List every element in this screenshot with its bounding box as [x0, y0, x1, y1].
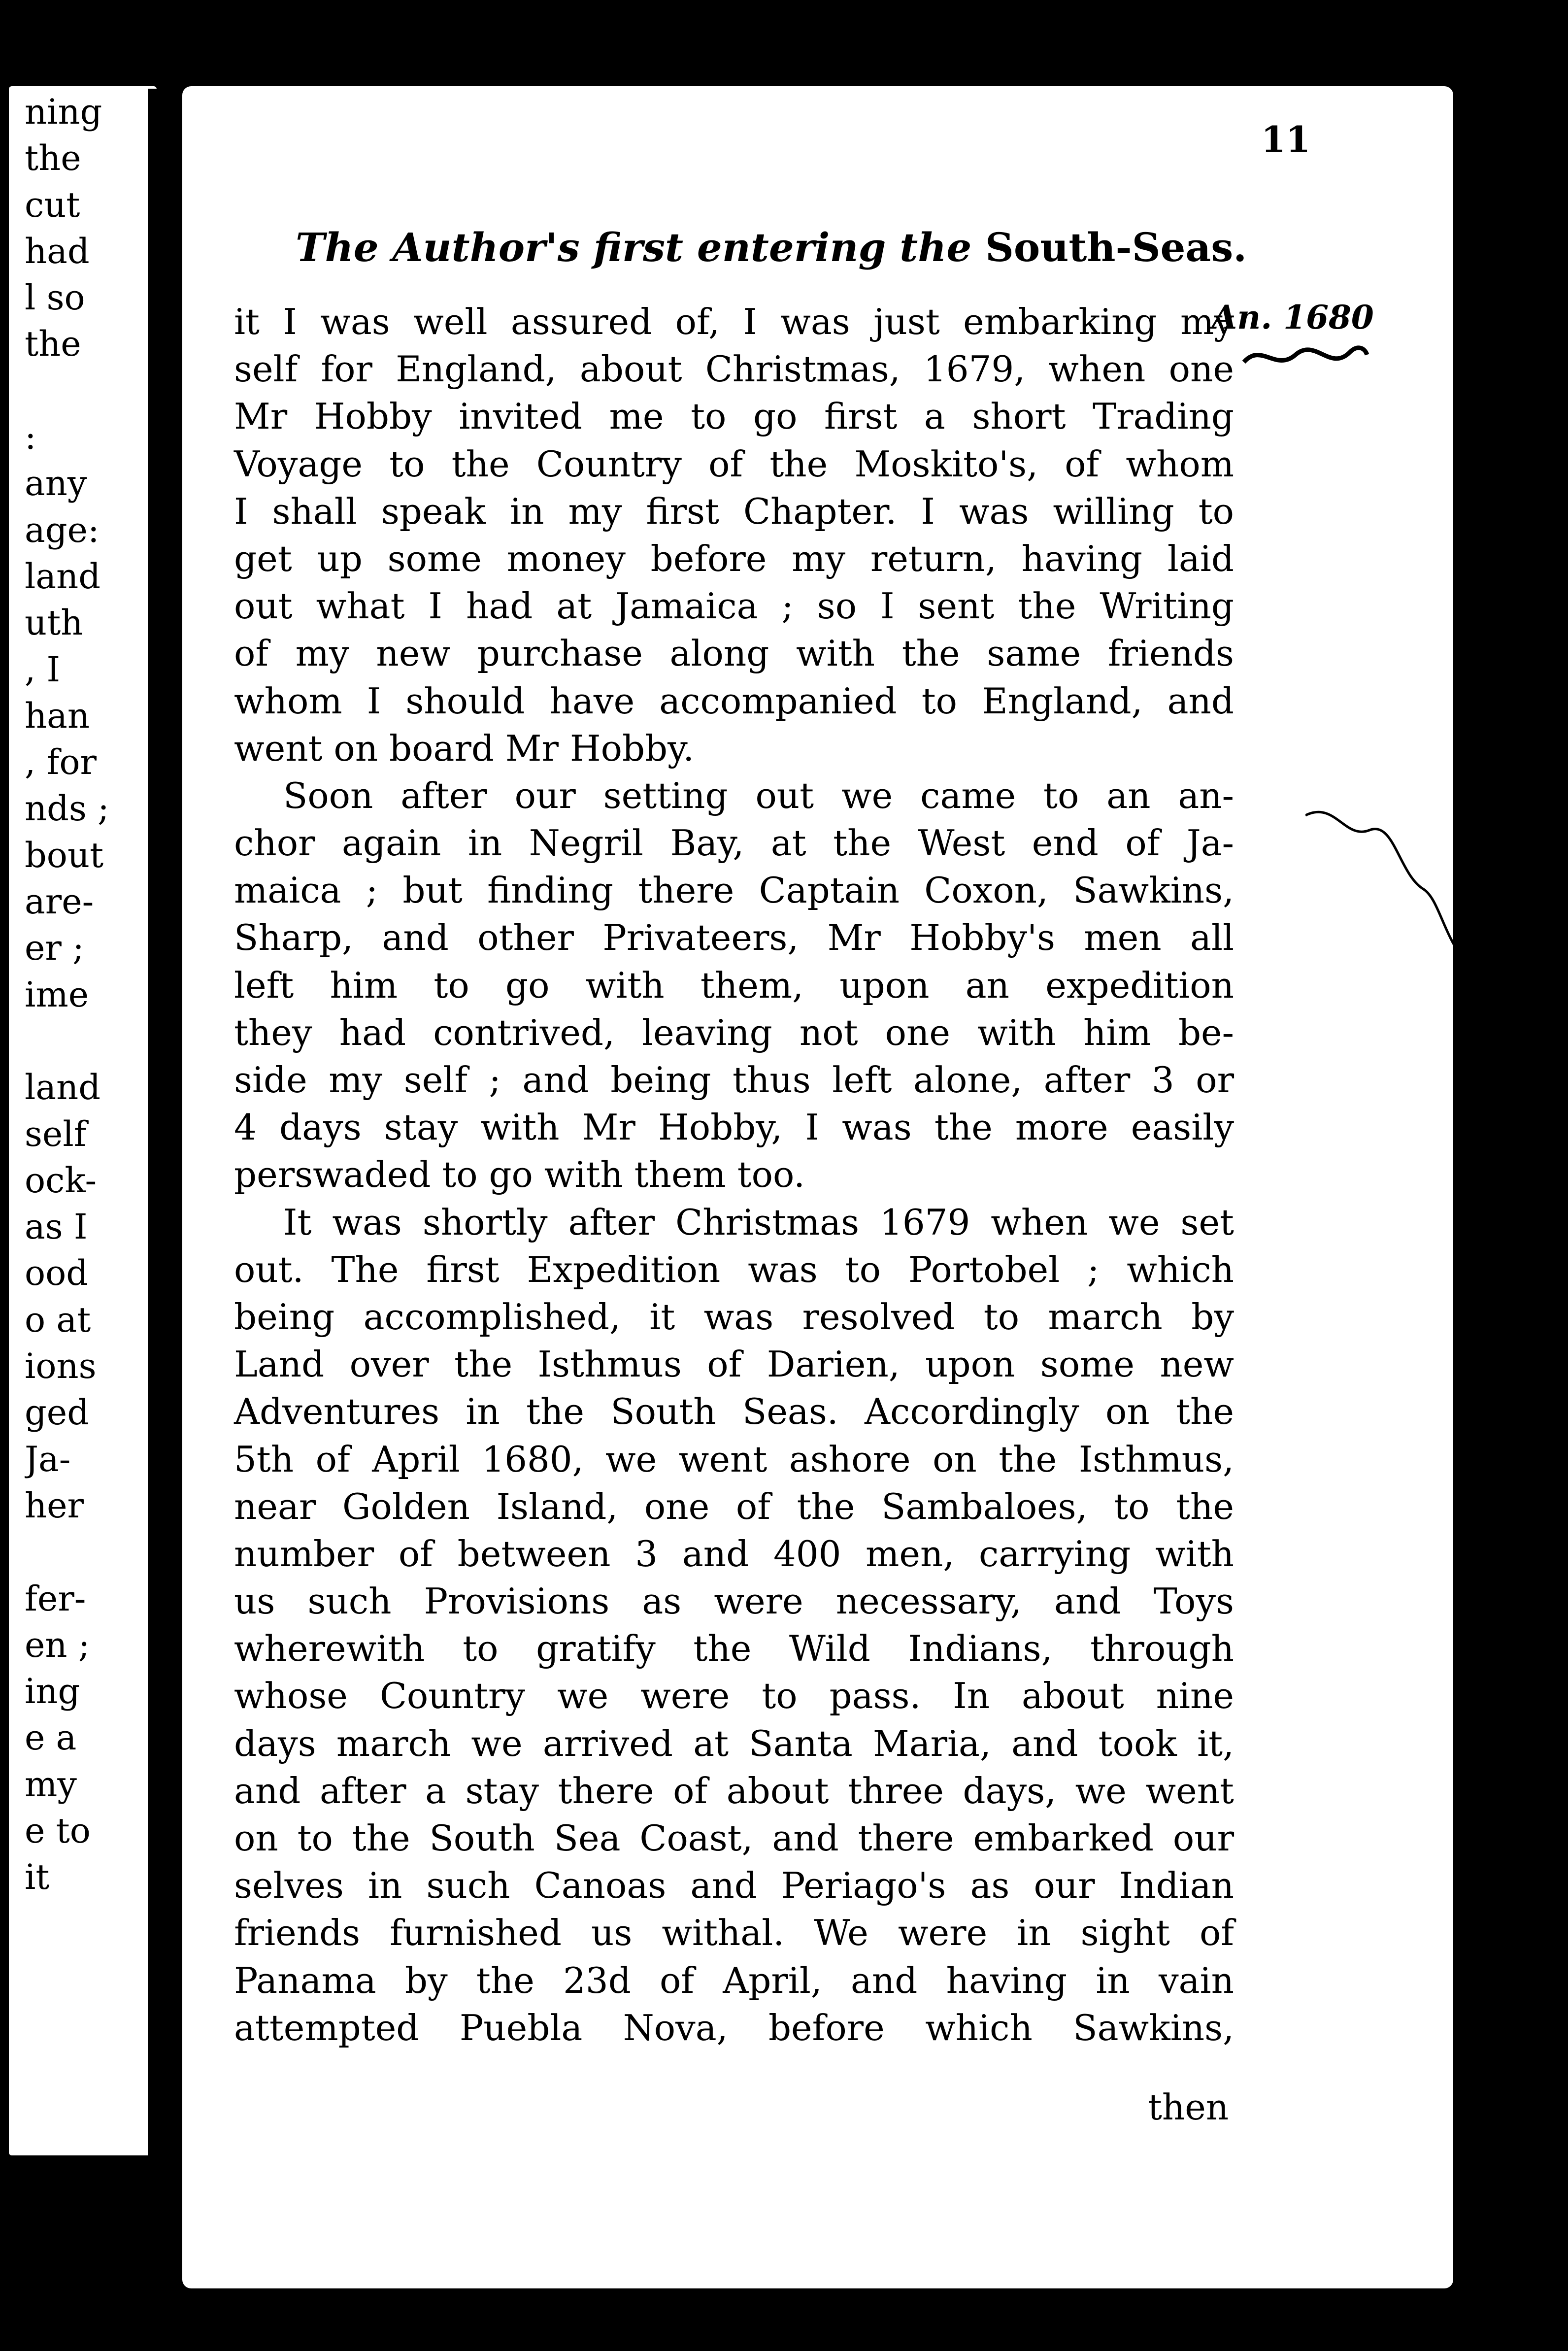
- text-line: and after a stay there of about three days, we went: [234, 1770, 1234, 1812]
- text-line: being accomplished, it was resolved to march by: [234, 1296, 1234, 1338]
- left-page-fragment: en ;: [25, 1624, 90, 1665]
- text-line: wherewith to gratify the Wild Indians, through: [234, 1628, 1234, 1670]
- running-head: [296, 224, 1247, 270]
- running-head-italic: The Author's first entering the: [296, 224, 986, 270]
- left-page-fragment: ock-: [25, 1160, 97, 1201]
- text-line: maica ; but finding there Captain Coxon, Sawkins,: [234, 870, 1234, 911]
- text-line: get up some money before my return, having laid: [234, 537, 1234, 579]
- left-page-fragment: are-: [25, 881, 94, 922]
- left-page-fragment: as I: [25, 1207, 88, 1247]
- paper-tear-mark: [1305, 796, 1453, 968]
- margin-note: An. 1680: [1212, 298, 1374, 336]
- left-page-fragment: Ja-: [25, 1439, 71, 1479]
- text-line: of my new purchase along with the same friends: [234, 633, 1234, 674]
- text-line: 5th of April 1680, we went ashore on the Isthmus,: [234, 1438, 1234, 1480]
- left-page-fragment: ions: [25, 1346, 97, 1387]
- left-page-fragment: l so: [25, 277, 85, 318]
- left-page-fragment: o at: [25, 1299, 91, 1340]
- text-line: Mr Hobby invited me to go first a short Trading: [234, 396, 1234, 437]
- left-page-fragment: had: [25, 231, 90, 271]
- text-line: side my self ; and being thus left alone, after 3 or: [234, 1059, 1234, 1101]
- text-line: number of between 3 and 400 men, carrying with: [234, 1533, 1234, 1575]
- text-line: self for England, about Christmas, 1679, when one: [234, 348, 1234, 390]
- text-line: Land over the Isthmus of Darien, upon some new: [234, 1343, 1234, 1385]
- text-line: us such Provisions as were necessary, and Toys: [234, 1580, 1234, 1622]
- text-line: perswaded to go with them too.: [234, 1154, 805, 1196]
- body-text: [234, 298, 1234, 2051]
- left-page-fragment: land: [25, 556, 101, 597]
- text-line: whom I should have accompanied to England, and: [234, 680, 1234, 722]
- text-line: out what I had at Jamaica ; so I sent the Writing: [234, 585, 1234, 627]
- left-page-fragment: the: [25, 324, 81, 365]
- left-page-fragment: land: [25, 1067, 101, 1108]
- text-line: went on board Mr Hobby.: [234, 727, 695, 769]
- text-line: Sharp, and other Privateers, Mr Hobby's men all: [234, 917, 1234, 959]
- left-page-fragment: [25, 368, 153, 414]
- text-line: chor again in Negril Bay, at the West end of Ja-: [234, 822, 1234, 864]
- left-page-fragment: any: [25, 463, 87, 504]
- text-line: Panama by the 23d of April, and having in vain: [234, 1959, 1234, 2001]
- left-page-fragment: uth: [25, 603, 83, 643]
- text-line: I shall speak in my first Chapter. I was willing to: [234, 490, 1234, 532]
- left-page-fragment: fer-: [25, 1578, 86, 1619]
- text-line: they had contrived, leaving not one with him be-: [234, 1011, 1234, 1053]
- text-line: on to the South Sea Coast, and there embarked our: [234, 1817, 1234, 1859]
- page-number: 11: [1261, 118, 1311, 160]
- text-line: Adventures in the South Seas. Accordingly on the: [234, 1391, 1234, 1433]
- text-line: it I was well assured of, I was just embarking my: [234, 301, 1234, 342]
- text-line: 4 days stay with Mr Hobby, I was the more easily: [234, 1107, 1234, 1148]
- left-page-fragment: her: [25, 1485, 84, 1526]
- catchword: then: [1148, 2086, 1229, 2128]
- left-page-fragment: :: [25, 417, 36, 458]
- margin-flourish: [1241, 333, 1369, 377]
- text-line: It was shortly after Christmas 1679 when we set: [283, 1201, 1234, 1243]
- left-page-fragment: it: [25, 1857, 50, 1898]
- text-line: attempted Puebla Nova, before which Sawkins,: [234, 2007, 1234, 2049]
- left-page-fragment: , I: [25, 649, 61, 690]
- left-page-fragment: nds ;: [25, 788, 109, 829]
- book-page: [182, 86, 1453, 2288]
- left-page-fragment: , for: [25, 742, 97, 783]
- text-line: days march we arrived at Santa Maria, and took it,: [234, 1722, 1234, 1764]
- left-page-fragment: ime: [25, 974, 89, 1015]
- left-page-fragment: ood: [25, 1253, 89, 1294]
- left-page-fragment: ged: [25, 1392, 90, 1433]
- left-page-fragment: e a: [25, 1717, 77, 1758]
- left-page-fragment: cut: [25, 184, 80, 225]
- left-page-fragment: er ;: [25, 928, 84, 969]
- left-page-fragment: self: [25, 1113, 87, 1154]
- text-line: friends furnished us withal. We were in sight of: [234, 1912, 1234, 1954]
- left-page-fragment: [25, 1018, 153, 1064]
- text-line: out. The first Expedition was to Portobel ; which: [234, 1248, 1234, 1290]
- text-line: selves in such Canoas and Periago's as our Indian: [234, 1865, 1234, 1907]
- left-page-fragment: age:: [25, 509, 100, 550]
- text-line: Soon after our setting out we came to an an-: [283, 774, 1234, 816]
- left-page-fragment: ning: [25, 92, 102, 132]
- text-line: Voyage to the Country of the Moskito's, of whom: [234, 443, 1234, 485]
- left-page-fragment: my: [25, 1764, 77, 1805]
- left-page-fragment: e to: [25, 1810, 91, 1851]
- left-page-fragment: han: [25, 695, 90, 736]
- text-line: left him to go with them, upon an expedition: [234, 964, 1234, 1006]
- left-page-fragments: [25, 89, 153, 1901]
- left-page-fragment: bout: [25, 835, 104, 875]
- left-page-fragment: the: [25, 138, 81, 179]
- left-page-fragment: ing: [25, 1671, 80, 1712]
- text-line: near Golden Island, one of the Sambaloes, to the: [234, 1485, 1234, 1527]
- left-page-fragment: [25, 1529, 153, 1575]
- running-head-roman: South-Seas.: [985, 224, 1247, 270]
- text-line: whose Country we were to pass. In about nine: [234, 1675, 1234, 1717]
